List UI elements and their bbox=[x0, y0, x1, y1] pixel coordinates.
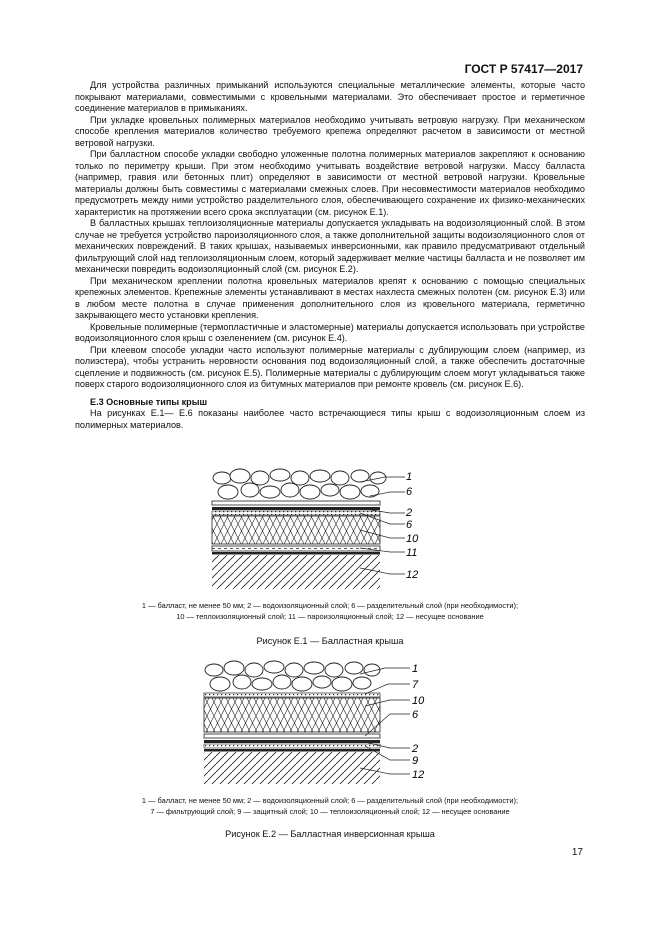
label: 12 bbox=[412, 769, 425, 781]
separating-layer-2 bbox=[212, 511, 380, 515]
figure-e2-caption: Рисунок Е.2 — Балластная инверсионная крыша bbox=[225, 829, 435, 839]
legend-line: 1 — балласт, не менее 50 мм; 2 — водоизоляционный слой; 6 — разделительный слой (при необходимости); bbox=[141, 796, 519, 805]
figure-e2-legend bbox=[75, 795, 585, 817]
label: 6 bbox=[406, 486, 413, 498]
paragraph: При укладке кровельных полимерных материалов необходимо учитывать ветровую нагрузку. При механическом способе крепления материалов количество требуемого крепежа определяют расчетом в зависимости от местной ветровой нагрузки. bbox=[75, 114, 585, 148]
figure-e1-legend bbox=[75, 600, 585, 622]
figure-e1-labels bbox=[405, 471, 419, 581]
paragraph: При балластном способе укладки свободно уложенные полотна полимерных материалов закрепляют к основанию только по периметру крыши. При этом необходимо учитывать воздействие ветровой нагрузки. Массу балласта (например, гравия или бетонных плит) определяют в зависимости от местной ветровой нагрузки. Кровельные материалы должны быть совместимы с материалами смежных слоев. При несовместимости материалов необходимо предусмотреть между ними устройство разделительного слоя, обеспечивающего сохранение их физико-механических характеристик на протяжении всего срока эксплуатации (см. рисунок Е.1). bbox=[75, 149, 585, 217]
figure-e2-labels bbox=[411, 663, 425, 781]
paragraph: При клеевом способе укладки часто используют полимерные материалы с дублирующим слоем (например, из полиэстера), чтобы устранить неровности основания под водоизоляционный слой, а также обеспечить достаточные сцепление и подвижность (см. рисунок Е.5). Полимерные материалы с дублирующим слоем могут укладываться также поверх старого водоизоляционного слоя из битумных материалов при ремонте кровель (см. рисунок Е.6). bbox=[75, 344, 585, 389]
paragraph: Для устройства различных примыканий используются специальные металлические элементы, которые часто покрывают материалами, совместимыми с кровельными материалами. Это обеспечивает простое и герметичное соединение материалов в примыканиях. bbox=[75, 80, 585, 113]
protective-layer bbox=[204, 744, 380, 748]
insulation-layer bbox=[212, 516, 380, 544]
label: 1 bbox=[412, 663, 419, 675]
label: 11 bbox=[406, 547, 418, 559]
paragraph: Кровельные полимерные (термопластичные и эластомерные) материалы допускается использовать при устройстве водоизоляционного слоя крыш с озеленением (см. рисунок Е.4). bbox=[75, 321, 585, 343]
figure-e1-diagram bbox=[210, 468, 430, 598]
figure-e1-caption: Рисунок Е.1 — Балластная крыша bbox=[256, 636, 404, 646]
separating-layer bbox=[212, 501, 380, 505]
load-bearing-base bbox=[212, 555, 380, 589]
paragraph: В балластных крышах теплоизоляционные материалы допускается укладывать на водоизоляционный слой. В этом случае не требуется устройство пароизоляционного слоя, а также дополнительной защиты водоизоляционного слоя от механических повреждений. В таких крышах, называемых инверсионными, как правило предусматривают отдельный фильтрующий слой над теплоизоляционным слоем, который задерживает мелкие частицы балласта и не позволяет им механически повредить водоизоляционный слой (см. рисунок Е.2). bbox=[75, 218, 585, 274]
base-top-line bbox=[204, 749, 380, 752]
label: 2 bbox=[412, 743, 419, 755]
standard-header: ГОСТ Р 57417—2017 bbox=[464, 62, 583, 76]
label: 7 bbox=[412, 679, 419, 691]
label: 9 bbox=[412, 755, 419, 767]
ballast-layer bbox=[213, 469, 386, 499]
figure-e2-diagram bbox=[200, 660, 440, 788]
label: 1 bbox=[406, 471, 413, 483]
section-title: Е.3 Основные типы крыш bbox=[90, 396, 208, 407]
waterproof-layer bbox=[204, 740, 380, 743]
label: 6 bbox=[412, 709, 419, 721]
insulation-layer bbox=[204, 698, 380, 732]
label: 10 bbox=[406, 533, 419, 545]
waterproof-layer bbox=[212, 507, 380, 510]
load-bearing-base bbox=[204, 752, 380, 784]
ballast-layer bbox=[205, 661, 380, 691]
page-number: 17 bbox=[571, 847, 583, 858]
filter-layer bbox=[204, 693, 380, 697]
label: 12 bbox=[406, 569, 419, 581]
section-intro: На рисунках Е.1— Е.6 показаны наиболее часто встречающиеся типы крыш с водоизоляционным слоем из полимерных материалов. bbox=[75, 408, 585, 430]
label: 6 bbox=[406, 519, 413, 531]
separating-layer bbox=[204, 734, 380, 738]
label: 2 bbox=[406, 507, 413, 519]
body-text bbox=[75, 80, 585, 431]
legend-line: 1 — балласт, не менее 50 мм; 2 — водоизоляционный слой; 6 — разделительный слой (при необходимости); bbox=[141, 601, 519, 610]
legend-line: 10 — теплоизоляционный слой; 11 — пароизоляционный слой; 12 — несущее основание bbox=[176, 612, 484, 621]
legend-line: 7 — фильтрующий слой; 9 — защитный слой; 10 — теплоизоляционный слой; 12 — несущее основание bbox=[150, 807, 510, 816]
paragraph: При механическом креплении полотна кровельных материалов крепят к основанию с помощью специальных крепежных элементов. Крепежные элементы устанавливают в местах нахлеста смежных полотен (см. рисунок Е.3) или в любом месте полотна в случае применения дополнительного слоя из кровельного материала, герметично закрывающего место установки крепления. bbox=[75, 275, 585, 320]
base-top-line bbox=[212, 552, 380, 555]
label: 10 bbox=[412, 695, 425, 707]
